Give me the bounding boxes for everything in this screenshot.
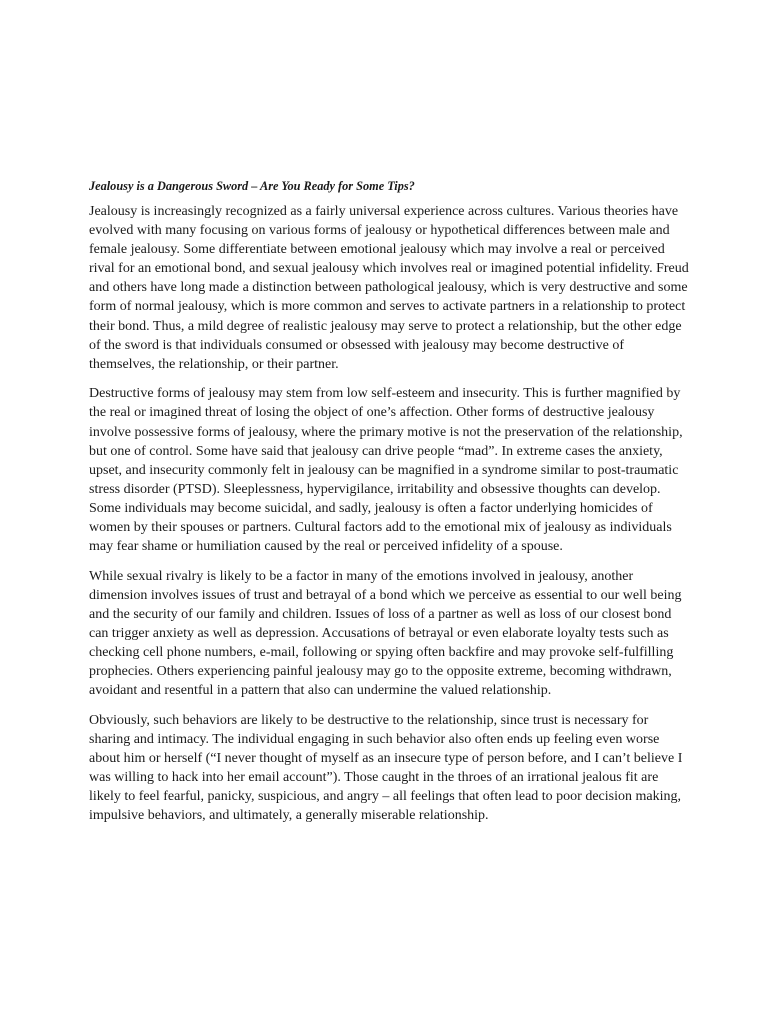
document-body xyxy=(89,178,689,836)
paragraph-2: Destructive forms of jealousy may stem from low self-esteem and insecurity. This is further magnified by the real or imagined threat of losing the object of one’s affection. Other forms of destructive jealousy involve possessive forms of jealousy, where the primary motive is not the preservation of the relationship, but one of control. Some have said that jealousy can drive people “mad”. In extreme cases the anxiety, upset, and insecurity commonly felt in jealousy can be magnified in a syndrome similar to post-traumatic stress disorder (PTSD). Sleeplessness, hypervigilance, irritability and obsessive thoughts can develop. Some individuals may become suicidal, and sadly, jealousy is often a factor underlying homicides of women by their spouses or partners. Cultural factors add to the emotional mix of jealousy as individuals may fear shame or humiliation caused by the real or perceived infidelity of a spouse. xyxy=(89,386,683,555)
paragraph-4: Obviously, such behaviors are likely to be destructive to the relationship, since trust is necessary for sharing and intimacy. The individual engaging in such behavior also often ends up feeling even worse about him or herself (“I never thought of myself as an insecure type of person before, and I can’t believe I was willing to hack into her email account”). Those caught in the throes of an irrational jealous fit are likely to feel fearful, panicky, suspicious, and angry – all feelings that often lead to poor decision making, impulsive behaviors, and ultimately, a generally miserable relationship. xyxy=(89,712,683,824)
document-title: Jealousy is a Dangerous Sword – Are You Ready for Some Tips? xyxy=(89,179,415,193)
paragraph-3: While sexual rivalry is likely to be a factor in many of the emotions involved in jealousy, another dimension involves issues of trust and betrayal of a bond which we perceive as essential to our well being and the security of our family and children. Issues of loss of a partner as well as loss of our closest bond can trigger anxiety as well as depression. Accusations of betrayal or even elaborate loyalty tests such as checking cell phone numbers, e-mail, following or spying often backfire and may provoke self-fulfilling prophecies. Others experiencing painful jealousy may go to the opposite extreme, becoming withdrawn, avoidant and resentful in a pattern that also can undermine the valued relationship. xyxy=(89,568,682,699)
paragraph-1: Jealousy is increasingly recognized as a fairly universal experience across cultures. Various theories have evolved with many focusing on various forms of jealousy or hypothetical differences between male and female jealousy. Some differentiate between emotional jealousy which may involve a real or perceived rival for an emotional bond, and sexual jealousy which involves real or imagined potential infidelity. Freud and others have long made a distinction between pathological jealousy, which is very destructive and some form of normal jealousy, which is more common and serves to activate partners in a relationship to protect their bond. Thus, a mild degree of realistic jealousy may serve to protect a relationship, but the other edge of the sword is that individuals consumed or obsessed with jealousy may become destructive of themselves, the relationship, or their partner. xyxy=(89,204,689,372)
